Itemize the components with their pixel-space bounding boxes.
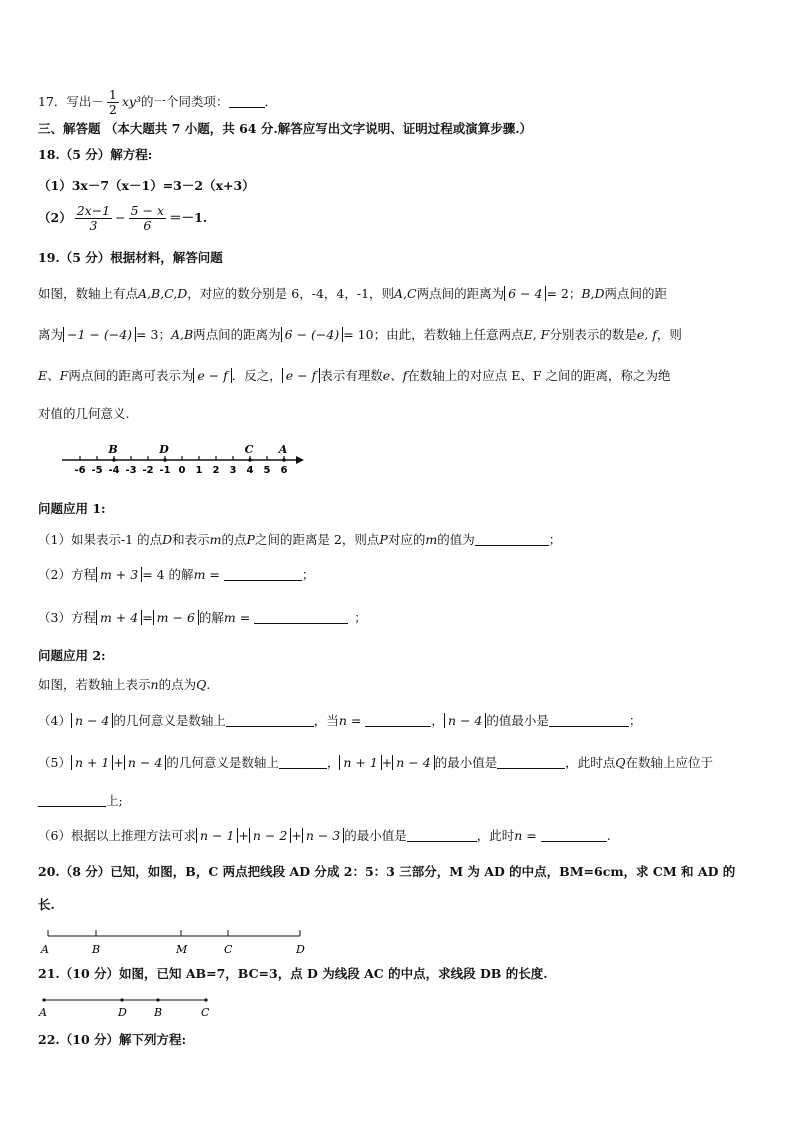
a3-abs: m + 4 [96, 610, 142, 625]
number-line-tick-label: -4 [108, 465, 120, 476]
number-line-point-label: B [108, 443, 118, 456]
number-line-arrow [296, 456, 304, 464]
q20-label-a: A [41, 943, 49, 956]
q19-material-line4: 对值的几何意义. [38, 406, 130, 421]
a5e: ，此时点 [565, 755, 616, 770]
q21-dot-c [204, 998, 207, 1001]
a5-plus2: + [381, 755, 393, 770]
a2-m: m = [193, 567, 220, 582]
section-heading: 三、解答题 （本大题共 7 小题，共 64 分.解答应写出文字说明、证明过程或演算步骤.） [38, 121, 533, 136]
a2a: （2）方程 [38, 567, 96, 582]
q19-app2-intro [38, 676, 210, 694]
app1-title: 问题应用 1: [38, 501, 106, 516]
m1a: 如图，数轴上有点 [38, 286, 139, 301]
m2a: 离为 [38, 327, 64, 342]
a4-blank2 [365, 714, 431, 727]
a3c: ； [354, 610, 367, 625]
m1d: = 2； [546, 286, 582, 301]
a5g: 上; [106, 793, 123, 808]
a6-abs2: n − 2 [249, 828, 291, 843]
a6c: ，此时 [476, 828, 515, 843]
a3-m: m = [223, 610, 251, 625]
a1c: 的点 [221, 532, 247, 547]
a3-eq: = [142, 610, 153, 625]
q17-frac-den: 2 [108, 102, 117, 117]
q19-material-line3 [38, 367, 671, 385]
a4-n: n = [338, 713, 362, 728]
number-line-tick-label: -2 [142, 465, 154, 476]
q19-a6 [38, 827, 611, 845]
a6-blank2 [541, 829, 607, 842]
a4b: 的几何意义是数轴上 [113, 713, 226, 728]
a1f: 的值为 [437, 532, 475, 547]
a5-q: Q [615, 755, 626, 770]
q18-p2-tail: ＝－1. [169, 210, 208, 225]
q17-end: ． [264, 94, 278, 109]
m3b: 两点间的距离可表示为 [68, 368, 194, 383]
q17-term: xy³ [121, 94, 141, 109]
q21-dot-d [120, 998, 123, 1001]
number-line-tick-label: 0 [178, 465, 186, 476]
q22-line: 22.（10 分）解下列方程: [38, 1032, 187, 1047]
q19-title: 19.（5 分）根据材料，解答问题 [38, 250, 223, 265]
a6-blank1 [407, 829, 477, 842]
q18-frac1 [75, 204, 112, 233]
a5-blank1 [279, 756, 327, 769]
q18-part2 [38, 204, 207, 233]
number-line-tick-label: 5 [263, 465, 271, 476]
q18-title: 18.（5 分）解方程: [38, 147, 153, 162]
m3a: E、F [38, 368, 69, 383]
m2-ef: E, F [523, 327, 550, 342]
number-line-tick-label: -3 [125, 465, 137, 476]
q19-a5-cont [38, 792, 123, 810]
q18-minus: − [115, 210, 126, 225]
a1-m: m [209, 532, 222, 547]
m1-ac: A,C [394, 286, 417, 301]
a5f: 在数轴上应位于 [625, 755, 713, 770]
q19-material-line1 [38, 285, 667, 303]
a5-blank2 [497, 756, 565, 769]
q18-f1-num: 2x−1 [76, 203, 111, 218]
a1g: ； [548, 532, 562, 547]
a4-abs: n − 4 [71, 713, 113, 728]
m2b: = 3； [136, 327, 171, 342]
q18-f2-den: 6 [143, 218, 152, 233]
number-line-tick-label: 4 [246, 465, 254, 476]
a4a: （4） [38, 713, 71, 728]
m2e: 分别表示的数是 [549, 327, 637, 342]
m3e: 在数轴上的对应点 E、F 之间的距离，称之为绝 [407, 368, 671, 383]
q17-answer-blank [229, 95, 265, 108]
q18-part1: （1）3x－7（x－1）=3－2（x+3） [38, 178, 255, 193]
q19-a4 [38, 712, 641, 730]
q21-line: 21.（10 分）如图，已知 AB=7，BC=3，点 D 为线段 AC 的中点，求线段 DB 的长度. [38, 966, 548, 981]
app2-q: Q [196, 677, 207, 692]
q20-label-m: M [176, 943, 188, 956]
number-line-point-label: D [159, 443, 169, 456]
m2-vars: e, f [636, 327, 657, 342]
a6b: 的最小值是 [344, 828, 407, 843]
a3-abs2: m − 6 [153, 610, 199, 625]
number-line-tick-label: -5 [91, 465, 103, 476]
number-line-point [282, 458, 286, 462]
m3c: ．反之， [231, 368, 282, 383]
m1b: ，对应的数分别是 6，-4，4，-1，则 [187, 286, 395, 301]
number-line-tick-label: -1 [159, 465, 171, 476]
m1-bd: B,D [581, 286, 605, 301]
q21-label-c: C [201, 1006, 210, 1019]
a1d: 之间的距离是 2，则点 [254, 532, 380, 547]
a1-d: D [162, 532, 173, 547]
m1c: 两点间的距离为 [416, 286, 505, 301]
q17-prefix: 17．写出－ [38, 94, 104, 109]
a4-blank3 [549, 714, 629, 727]
a6-n: n = [514, 828, 537, 843]
a3b: 的解 [198, 610, 224, 625]
q17-fraction [107, 88, 119, 117]
q21-segment-figure [38, 992, 218, 1022]
a3a: （3）方程 [38, 610, 96, 625]
m3d: 表示有理数 [320, 368, 383, 383]
q17-suffix: 的一个同类项： [140, 94, 229, 109]
a1-m2: m [425, 532, 438, 547]
a1a: （1）如果表示-1 的点 [38, 532, 163, 547]
a5-plus: + [113, 755, 124, 770]
a6-p2: + [291, 828, 302, 843]
q19-a5 [38, 754, 713, 772]
a5c: ， [326, 755, 340, 770]
a6-abs3: n − 3 [302, 828, 344, 843]
app2-n: n [150, 677, 159, 692]
a5a: （5） [38, 755, 71, 770]
a4-abs2: n − 4 [444, 713, 486, 728]
number-line-tick-label: 1 [195, 465, 203, 476]
a2c: ； [301, 567, 315, 582]
q18-frac2 [129, 204, 166, 233]
a5-abs1: n + 1 [71, 755, 113, 770]
m1-pts: A,B,C,D [138, 286, 188, 301]
q19-a3 [38, 609, 367, 627]
app2a: 如图，若数轴上表示 [38, 677, 151, 692]
number-line-tick-label: 2 [212, 465, 220, 476]
q21-dot-a [42, 998, 45, 1001]
m2-abs: −1 − (−4) [63, 327, 136, 342]
q21-label-a: A [39, 1006, 47, 1019]
a4d: ， [431, 713, 444, 728]
q21-label-d: D [118, 1006, 127, 1019]
number-line-point [248, 458, 252, 462]
number-line-tick-label: 3 [229, 465, 237, 476]
q17-line [38, 88, 277, 117]
a5-abs4: n − 4 [392, 755, 434, 770]
a2-blank [224, 568, 302, 581]
q20-segment-figure [38, 924, 318, 958]
q18-p2-label: （2） [38, 210, 72, 225]
number-line-point [112, 458, 116, 462]
m3-abs: e − f [193, 368, 231, 383]
m2f: ，则 [656, 327, 682, 342]
a1-p: P [246, 532, 255, 547]
q20-line2: 长. [38, 897, 55, 912]
a5-blank3 [38, 794, 106, 807]
q19-a2 [38, 566, 314, 584]
a6-abs1: n − 1 [196, 828, 238, 843]
m3-abs2: e − f [282, 368, 320, 383]
app2c: . [206, 677, 211, 692]
a6-p1: + [238, 828, 249, 843]
q20-label-d: D [296, 943, 305, 956]
q18-f2-num: 5 − x [130, 203, 165, 218]
m1-abs: 6 − 4 [504, 286, 546, 301]
a2-abs: m + 3 [96, 567, 142, 582]
number-line-figure [60, 442, 310, 476]
q18-f1-den: 3 [89, 218, 98, 233]
q20-label-c: C [224, 943, 233, 956]
m1e: 两点间的距 [604, 286, 668, 301]
a1-blank [475, 533, 549, 546]
a5d: 的最小值是 [434, 755, 498, 770]
app2-title: 问题应用 2: [38, 648, 106, 663]
number-line-point [163, 458, 167, 462]
a4c: ，当 [313, 713, 339, 728]
q20-line1: 20.（8 分）已知，如图，B，C 两点把线段 AD 分成 2：5：3 三部分，M 为 AD 的中点，BM=6cm，求 CM 和 AD 的 [38, 864, 736, 879]
q21-label-b: B [154, 1006, 163, 1019]
m2-ab: A,B [170, 327, 194, 342]
a4-blank1 [226, 714, 314, 727]
m2-abs2: 6 − (−4) [281, 327, 344, 342]
number-line-tick-label: -6 [74, 465, 86, 476]
a6d: . [606, 828, 611, 843]
app2b: 的点为 [158, 677, 197, 692]
m2c: 两点间的距离为 [193, 327, 281, 342]
a6a: （6）根据以上推理方法可求 [38, 828, 196, 843]
a2b: = 4 的解 [142, 567, 194, 582]
q21-dot-b [156, 998, 159, 1001]
q17-frac-num: 1 [108, 87, 117, 102]
a5-abs2: n − 4 [124, 755, 166, 770]
q20-label-b: B [92, 943, 101, 956]
number-line-tick-label: 6 [280, 465, 288, 476]
a3-blank [254, 611, 348, 624]
a1b: 和表示 [172, 532, 210, 547]
number-line-point-label: A [278, 443, 288, 456]
a4e: 的值最小是 [486, 713, 549, 728]
a5-abs3: n + 1 [339, 755, 381, 770]
a1-p2: P [379, 532, 388, 547]
a5b: 的几何意义是数轴上 [166, 755, 279, 770]
m2d: = 10；由此，若数轴上任意两点 [343, 327, 524, 342]
q19-a1 [38, 531, 561, 549]
a1e: 对应的 [387, 532, 426, 547]
number-line-point-label: C [244, 443, 254, 456]
a4f: ； [628, 713, 642, 728]
m3-vars: e、f [382, 368, 408, 383]
q19-material-line2 [38, 326, 682, 344]
